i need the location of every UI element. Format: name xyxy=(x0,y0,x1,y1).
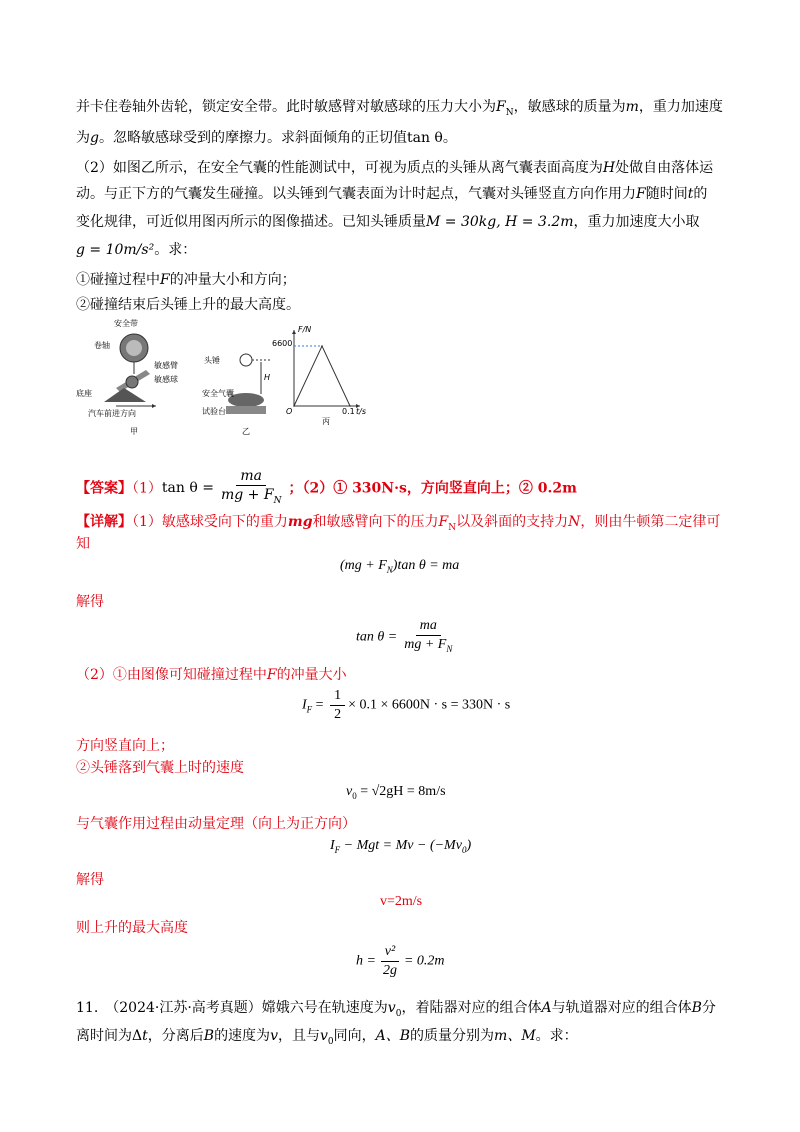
v-result: v=2m/s xyxy=(380,894,423,909)
label-belt: 安全带 xyxy=(114,319,138,328)
label-arm: 敏感臂 xyxy=(154,361,178,370)
equation-1: $(mg + F_N)\tan$ θ = ma xyxy=(340,558,460,575)
label-airbag: 安全气囊 xyxy=(202,389,234,398)
label-base: 底座 xyxy=(76,389,92,398)
question-1: ①碰撞过程中F的冲量大小和方向； xyxy=(76,272,296,288)
answer-tag: 【答案】 xyxy=(76,480,132,497)
detail-line: 【详解】（1）敏感球受向下的重力mg和敏感臂向下的压力$F_N$以及斜面的支持力N，则由牛顿第二定律可 xyxy=(76,514,721,533)
base xyxy=(104,388,146,402)
label-direction: 汽车前进方向 xyxy=(88,409,136,418)
data-point xyxy=(321,345,323,347)
reel-core xyxy=(126,340,142,356)
origin-label: O xyxy=(286,407,293,416)
sensor-ball xyxy=(126,376,138,388)
detail-line: 解得 xyxy=(76,872,104,888)
figure xyxy=(76,318,366,442)
equation-6: h = $\frac{\text{v²}}{2g}$ = 0.2m xyxy=(356,944,445,978)
text-line: 为g。忽略敏感球受到的摩擦力。求斜面倾角的正切值tan θ。 xyxy=(76,130,457,146)
x-tick-label: 0.1 xyxy=(342,407,355,416)
text-line: （2）如图乙所示，在安全气囊的性能测试中，可视为质点的头锤从离气囊表面高度为H处做自由落体运 xyxy=(76,160,714,176)
label-reel: 卷轴 xyxy=(94,341,110,350)
question-11: 11. （2024·江苏·高考真题）嫦娥六号在轨速度为$v_0$，着陆器对应的组合体A与轨道器对应的组合体B分 xyxy=(76,1000,716,1019)
test-bench xyxy=(226,406,266,414)
equation-4: $v_0 = √2gH = 8m/s$ xyxy=(346,784,446,801)
x-axis-label: t/s xyxy=(356,407,366,416)
text-line: 变化规律，可近似用图丙所示的图像描述。已知头锤质量M = 30kg, H = 3.2m，重力加速度大小取 xyxy=(76,214,700,230)
detail-line: （2）①由图像可知碰撞过程中F的冲量大小 xyxy=(76,667,347,683)
question-2: ②碰撞结束后头锤上升的最大高度。 xyxy=(76,297,300,313)
label-ball: 敏感球 xyxy=(154,375,178,384)
detail-line: 则上升的最大高度 xyxy=(76,920,188,936)
symbol-fn: F xyxy=(496,99,506,115)
diagram-jia xyxy=(76,318,178,436)
question-11: 离时间为Δt，分离后B的速度为v，且与$v_0$同向，A、B的质量分别为m、M。求： xyxy=(76,1028,578,1047)
detail-line: 方向竖直向上； xyxy=(76,738,174,754)
head-hammer xyxy=(240,354,252,366)
caption-bing: 丙 xyxy=(322,417,330,426)
detail-line: 解得 xyxy=(76,594,104,610)
label-head: 头锤 xyxy=(204,356,220,365)
caption-jia: 甲 xyxy=(130,427,138,436)
equation-5: $I_F$ − Mgt = $Mv - (-Mv_0)$ xyxy=(330,838,472,855)
chart-bing xyxy=(272,325,366,426)
diagram-yi xyxy=(202,354,272,436)
text-line: g = 10m/s²。求： xyxy=(76,242,197,258)
detail-tag: 【详解】 xyxy=(76,514,132,530)
detail-line: 与气囊作用过程由动量定理（向上为正方向） xyxy=(76,816,356,832)
answer-line: 【答案】（1）tan θ = $\frac{ma}{mg + F_N}$ ；（2）① 330N·s，方向竖直向上；② 0.2m xyxy=(76,468,577,506)
force-series-line xyxy=(294,346,350,406)
equation-3: $I_F$ = $\frac{1}{2}$ × 0.1 × 6600N · s = 330N · s xyxy=(302,688,511,722)
equation-2: tan θ = $\frac{ma}{mg + F_N}$ xyxy=(356,618,453,654)
text-line: 并卡住卷轴外齿轮，锁定安全带。此时敏感臂对敏感球的压力大小为$F_N$，敏感球的质量为m，重力加速度 xyxy=(76,99,723,118)
text-line: 动。与正下方的气囊发生碰撞。以头锤到气囊表面为计时起点，气囊对头锤竖直方向作用力F随时间t的 xyxy=(76,186,708,202)
label-h: H xyxy=(264,373,271,382)
y-max-label: 6600 xyxy=(272,339,293,348)
y-axis-label: F/N xyxy=(298,325,312,334)
detail-line: 知 xyxy=(76,536,90,552)
data-point xyxy=(349,405,351,407)
figure-svg xyxy=(76,318,366,438)
data-point xyxy=(293,405,295,407)
detail-line: ②头锤落到气囊上时的速度 xyxy=(76,760,244,776)
label-bench: 试验台 xyxy=(202,407,226,416)
caption-yi: 乙 xyxy=(242,427,250,436)
